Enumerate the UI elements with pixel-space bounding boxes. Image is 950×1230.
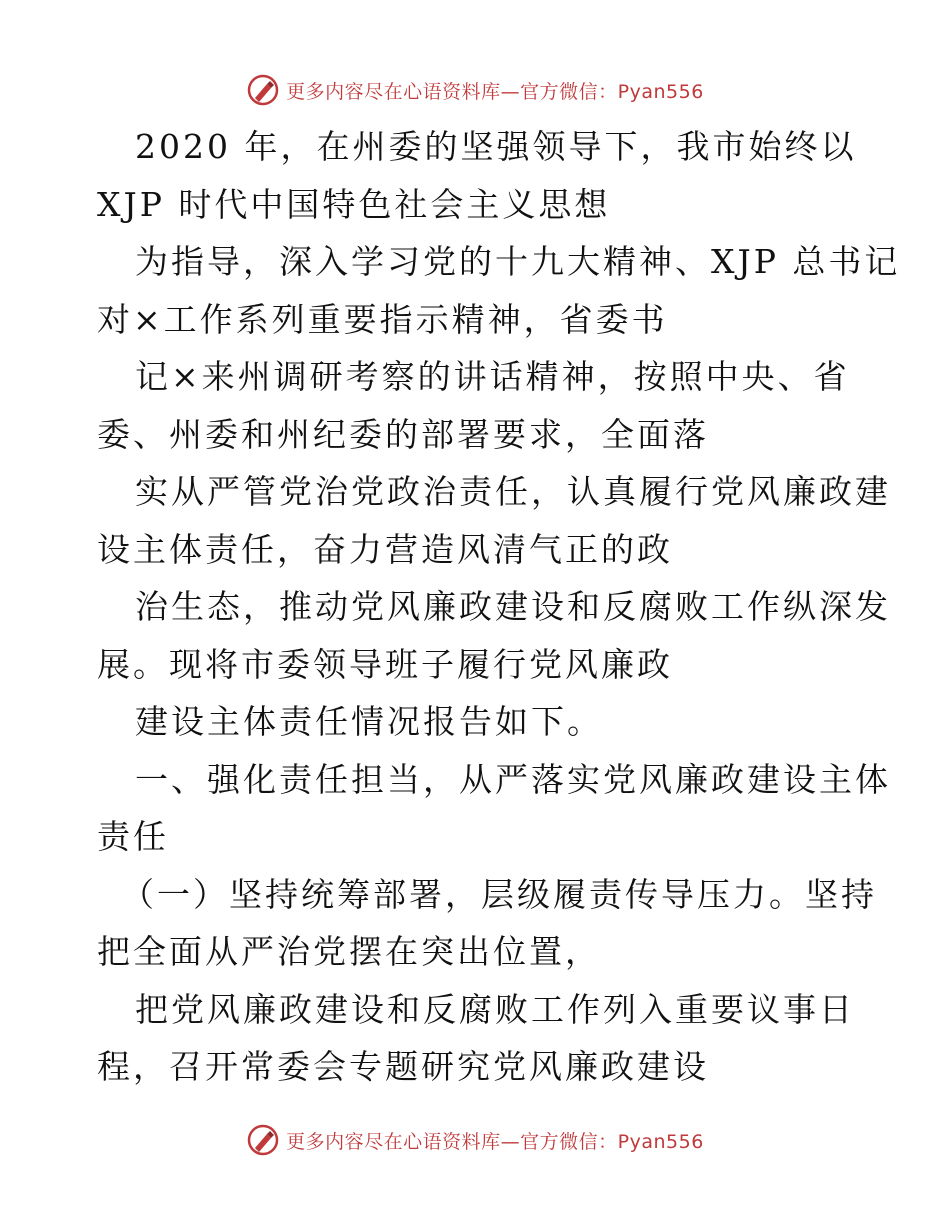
pen-logo-icon <box>246 1123 280 1157</box>
footer-watermark <box>0 1120 950 1160</box>
text-line: 建设主体责任情况报告如下。 <box>135 702 603 741</box>
text-line: 把全面从严治党摆在突出位置， <box>97 932 601 971</box>
text-line: 记×来州调研考察的讲话精神，按照中央、省 <box>135 357 850 396</box>
watermark-text: 更多内容尽在心语资料库—官方微信：Pyan556 <box>286 80 704 103</box>
watermark-text: 更多内容尽在心语资料库—官方微信：Pyan556 <box>286 1130 704 1153</box>
text-line: 治生态，推动党风廉政建设和反腐败工作纵深发 <box>135 587 891 626</box>
document-body <box>97 118 901 1096</box>
section-heading: 一、强化责任担当，从严落实党风廉政建设主体 <box>135 759 891 799</box>
text-line: XJP 时代中国特色社会主义思想 <box>97 184 611 224</box>
text-line: 2020 年，在州委的坚强领导下，我市始终以 <box>135 127 857 166</box>
pen-logo-icon <box>246 73 280 107</box>
text-line: 委、州委和州纪委的部署要求，全面落 <box>97 414 709 454</box>
text-line: 设主体责任，奋力营造风清气正的政 <box>97 529 673 569</box>
subsection-heading: （一）坚持统筹部署，层级履责传导压力。坚持 <box>121 874 877 914</box>
text-line: 展。现将市委领导班子履行党风廉政 <box>97 644 673 684</box>
header-watermark <box>0 70 950 110</box>
text-line: 为指导，深入学习党的十九大精神、XJP 总书记 <box>135 242 901 281</box>
text-line: 实从严管党治党政治责任，认真履行党风廉政建 <box>135 472 891 511</box>
text-line: 程，召开常委会专题研究党风廉政建设 <box>97 1047 709 1086</box>
text-line: 把党风廉政建设和反腐败工作列入重要议事日 <box>135 989 855 1029</box>
text-line: 对×工作系列重要指示精神，省委书 <box>97 299 668 339</box>
section-heading-cont: 责任 <box>97 817 169 856</box>
